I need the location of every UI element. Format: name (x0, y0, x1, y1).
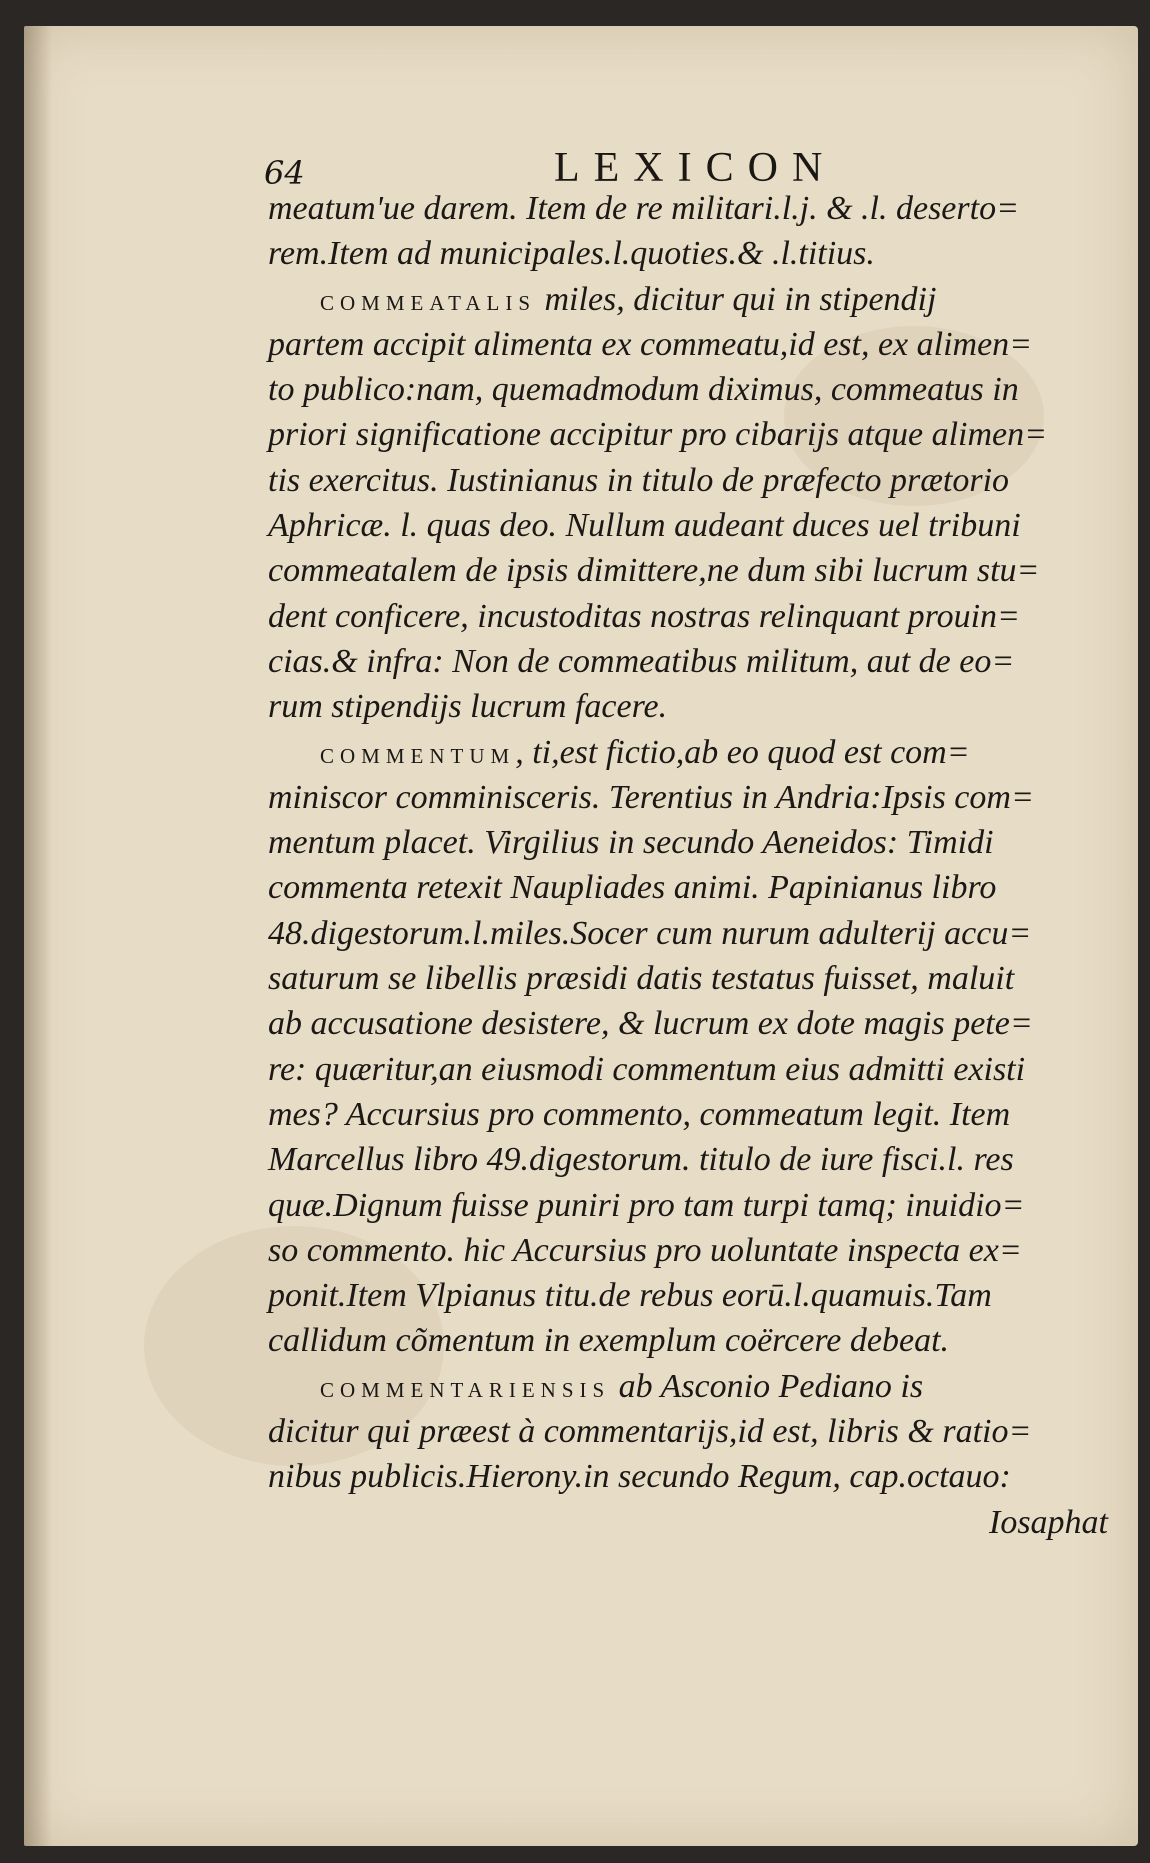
line-text: commeatalem de ipsis dimittere,ne dum sibi lucrum stu= (268, 552, 1040, 590)
text-line (268, 911, 1118, 956)
line-text: commenta retexit Naupliades animi. Papinianus libro (268, 869, 997, 907)
text-line (268, 1318, 1118, 1363)
line-text: ab accusatione desistere, & lucrum ex dote magis pete= (268, 1005, 1033, 1043)
text-line (268, 277, 1118, 322)
line-text: tis exercitus. Iustinianus in titulo de præfecto prætorio (268, 461, 1010, 499)
line-text: saturum se libellis præsidi datis testatus fuisset, maluit (268, 960, 1015, 998)
text-line (268, 1364, 1118, 1409)
line-text: miles, dicitur qui in stipendij (536, 280, 937, 318)
lemma-heading: COMMENTARIENSIS (320, 1377, 611, 1402)
line-text: , ti,est fictio,ab eo quod est com= (515, 733, 970, 771)
text-line (268, 775, 1118, 820)
line-text: rum stipendijs lucrum facere. (268, 688, 668, 726)
text-line (268, 186, 1118, 231)
lemma-heading: COMMENTUM (320, 743, 516, 768)
line-text: re: quæritur,an eiusmodi commentum eius admitti existi (268, 1050, 1026, 1088)
text-line (268, 865, 1118, 910)
text-line (268, 412, 1118, 457)
line-text: so commento. hic Accursius pro uoluntate inspecta ex= (268, 1231, 1022, 1269)
line-text: mentum placet. Virgilius in secundo Aeneidos: Timidi (268, 824, 994, 862)
text-line (268, 1454, 1118, 1499)
body-text (268, 186, 1118, 1545)
line-text: dicitur qui præest à commentarijs,id est, libris & ratio= (268, 1413, 1032, 1451)
text-line (268, 1409, 1118, 1454)
line-text: dent conficere, incustoditas nostras relinquant prouin= (268, 597, 1021, 635)
text-line (268, 1183, 1118, 1228)
line-text: partem accipit alimenta ex commeatu,id est, ex alimen= (268, 325, 1033, 363)
text-line (268, 730, 1118, 775)
text-line (268, 503, 1118, 548)
line-text: rem.Item ad municipales.l.quoties.& .l.titius. (268, 235, 875, 273)
text-line (268, 1137, 1118, 1182)
line-text: quæ.Dignum fuisse puniri pro tam turpi tamq; inuidio= (268, 1186, 1025, 1224)
text-line (268, 594, 1118, 639)
page-gutter-shadow (24, 26, 52, 1846)
page-number: 64 (264, 154, 305, 192)
text-line (268, 1273, 1118, 1318)
line-text: Marcellus libro 49.digestorum. titulo de iure fisci.l. res (268, 1141, 1014, 1179)
text-line (268, 639, 1118, 684)
line-text: to publico:nam, quemadmodum diximus, commeatus in (268, 371, 1019, 409)
text-line (268, 1047, 1118, 1092)
text-line (268, 322, 1118, 367)
header-title: LEXICON (554, 145, 837, 191)
line-text: ab Asconio Pediano is (610, 1367, 924, 1405)
catchword (268, 1500, 1118, 1545)
line-text: 48.digestorum.l.miles.Socer cum nurum adulterij accu= (268, 914, 1032, 952)
line-text: ponit.Item Vlpianus titu.de rebus eorū.l.quamuis.Tam (268, 1277, 992, 1315)
line-text: Aphricæ. l. quas deo. Nullum audeant duces uel tribuni (268, 507, 1021, 545)
text-line (268, 1092, 1118, 1137)
text-line (268, 458, 1118, 503)
text-line (268, 1228, 1118, 1273)
line-text: Iosaphat (989, 1503, 1108, 1541)
line-text: cias.& infra: Non de commeatibus militum, aut de eo= (268, 642, 1015, 680)
text-line (268, 367, 1118, 412)
text-line (268, 1001, 1118, 1046)
text-line (268, 956, 1118, 1001)
lemma-heading: COMMEATALIS (320, 290, 536, 315)
line-text: mes? Accursius pro commento, commeatum legit. Item (268, 1095, 1011, 1133)
text-line (268, 820, 1118, 865)
line-text: callidum cõmentum in exemplum coërcere debeat. (268, 1322, 950, 1360)
text-line (268, 231, 1118, 276)
text-line (268, 684, 1118, 729)
line-text: priori significatione accipitur pro cibarijs atque alimen= (268, 416, 1048, 454)
line-text: nibus publicis.Hierony.in secundo Regum, cap.octauo: (268, 1458, 1011, 1496)
line-text: miniscor comminisceris. Terentius in Andria:Ipsis com= (268, 778, 1034, 816)
text-line (268, 548, 1118, 593)
line-text: meatum'ue darem. Item de re militari.l.j. & .l. deserto= (268, 190, 1020, 227)
